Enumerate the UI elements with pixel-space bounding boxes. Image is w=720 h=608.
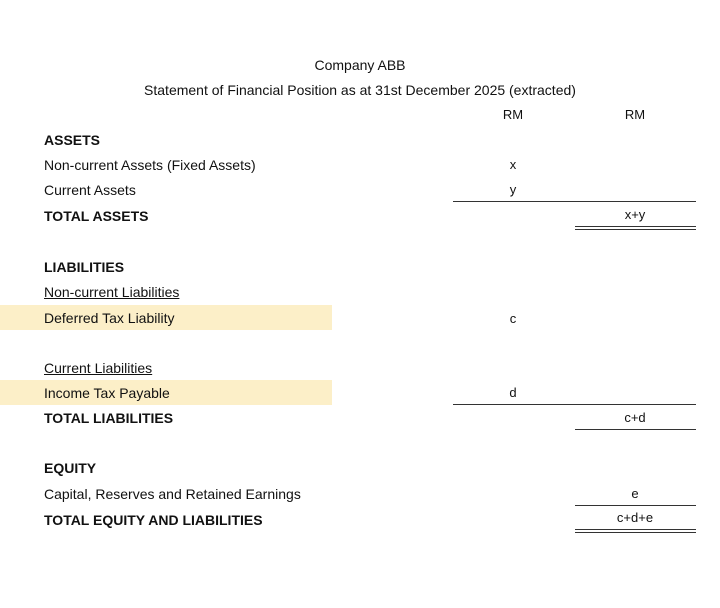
- capital-reserves-value: e: [631, 486, 639, 501]
- total-assets-double-rule: [575, 226, 696, 230]
- assets-heading: ASSETS: [44, 132, 101, 148]
- total-assets-label: TOTAL ASSETS: [44, 208, 149, 224]
- total-assets-value: x+y: [624, 207, 646, 222]
- current-assets-label: Current Assets: [44, 182, 136, 198]
- non-current-liabilities-heading: Non-current Liabilities: [44, 284, 180, 300]
- deferred-tax-label: Deferred Tax Liability: [44, 310, 175, 326]
- currency-header-col1: RM: [502, 107, 524, 122]
- total-equity-liabilities-value: c+d+e: [616, 510, 654, 525]
- liabilities-heading: LIABILITIES: [44, 259, 125, 275]
- currency-header-col2: RM: [624, 107, 646, 122]
- statement-title: Statement of Financial Position as at 31st December 2025 (extracted): [144, 82, 576, 98]
- equity-subtotal-rule: [575, 505, 696, 506]
- current-liabilities-heading: Current Liabilities: [44, 360, 153, 376]
- total-equity-liabilities-label: TOTAL EQUITY AND LIABILITIES: [44, 512, 263, 528]
- income-tax-value: d: [509, 385, 517, 400]
- total-liabilities-value: c+d: [624, 410, 646, 425]
- income-tax-label: Income Tax Payable: [44, 385, 170, 401]
- total-liabilities-label: TOTAL LIABILITIES: [44, 410, 174, 426]
- deferred-tax-value: c: [509, 311, 517, 326]
- total-equity-double-rule: [575, 529, 696, 533]
- total-liabilities-rule: [575, 429, 696, 430]
- company-name: Company ABB: [314, 57, 406, 73]
- equity-heading: EQUITY: [44, 460, 97, 476]
- assets-subtotal-rule: [453, 201, 696, 202]
- capital-reserves-label: Capital, Reserves and Retained Earnings: [44, 486, 301, 502]
- liabilities-subtotal-rule: [453, 404, 696, 405]
- current-assets-value: y: [509, 182, 517, 197]
- non-current-assets-value: x: [509, 157, 517, 172]
- non-current-assets-label: Non-current Assets (Fixed Assets): [44, 157, 256, 173]
